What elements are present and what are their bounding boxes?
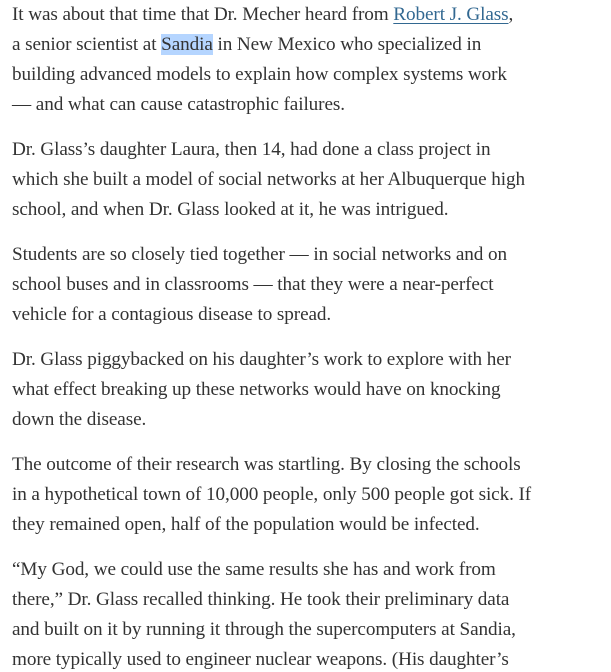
paragraph-line: more typically used to engineer nuclear weapons. (His daughter’s [12, 649, 509, 670]
paragraph-line: Students are so closely tied together — in social networks and on [12, 244, 507, 265]
selected-text-sandia[interactable]: Sandia [161, 34, 213, 55]
paragraph-line: school, and when Dr. Glass looked at it, he was intrigued. [12, 199, 449, 220]
paragraph-line: in a hypothetical town of 10,000 people, only 500 people got sick. If [12, 484, 532, 505]
paragraph-line: school buses and in classrooms — that they were a near-perfect [12, 274, 494, 295]
paragraph-line: what effect breaking up these networks would have on knocking [12, 379, 501, 400]
paragraph-line: Dr. Glass piggybacked on his daughter’s work to explore with her [12, 349, 511, 370]
paragraph-6 [12, 555, 611, 672]
paragraph-line [12, 30, 611, 60]
paragraph-line: “My God, we could use the same results she has and work from [12, 559, 496, 580]
paragraph-line: which she built a model of social networks at her Albuquerque high [12, 169, 525, 190]
paragraph-line: they remained open, half of the population would be infected. [12, 514, 480, 535]
paragraph-line: down the disease. [12, 409, 147, 430]
text-segment: It was about that time that Dr. Mecher heard from [12, 4, 394, 25]
paragraph-3 [12, 240, 611, 330]
paragraph-line: The outcome of their research was startling. By closing the schools [12, 454, 521, 475]
text-segment: , [508, 4, 514, 25]
paragraph-line: Dr. Glass’s daughter Laura, then 14, had done a class project in [12, 139, 491, 160]
paragraph-5 [12, 450, 611, 540]
paragraph-line: vehicle for a contagious disease to spread. [12, 304, 332, 325]
text-segment: in New Mexico who specialized in [212, 34, 482, 55]
paragraph-line: building advanced models to explain how complex systems work [12, 64, 507, 85]
robert-j-glass-link[interactable]: Robert J. Glass [393, 4, 509, 25]
paragraph-line [12, 0, 611, 30]
paragraph-4 [12, 345, 611, 435]
paragraph-1 [12, 0, 611, 120]
paragraph-line: — and what can cause catastrophic failures. [12, 94, 345, 115]
text-segment: a senior scientist at [12, 34, 162, 55]
paragraph-2 [12, 135, 611, 225]
paragraph-line: there,” Dr. Glass recalled thinking. He took their preliminary data [12, 589, 510, 610]
paragraph-line: and built on it by running it through the supercomputers at Sandia, [12, 619, 516, 640]
